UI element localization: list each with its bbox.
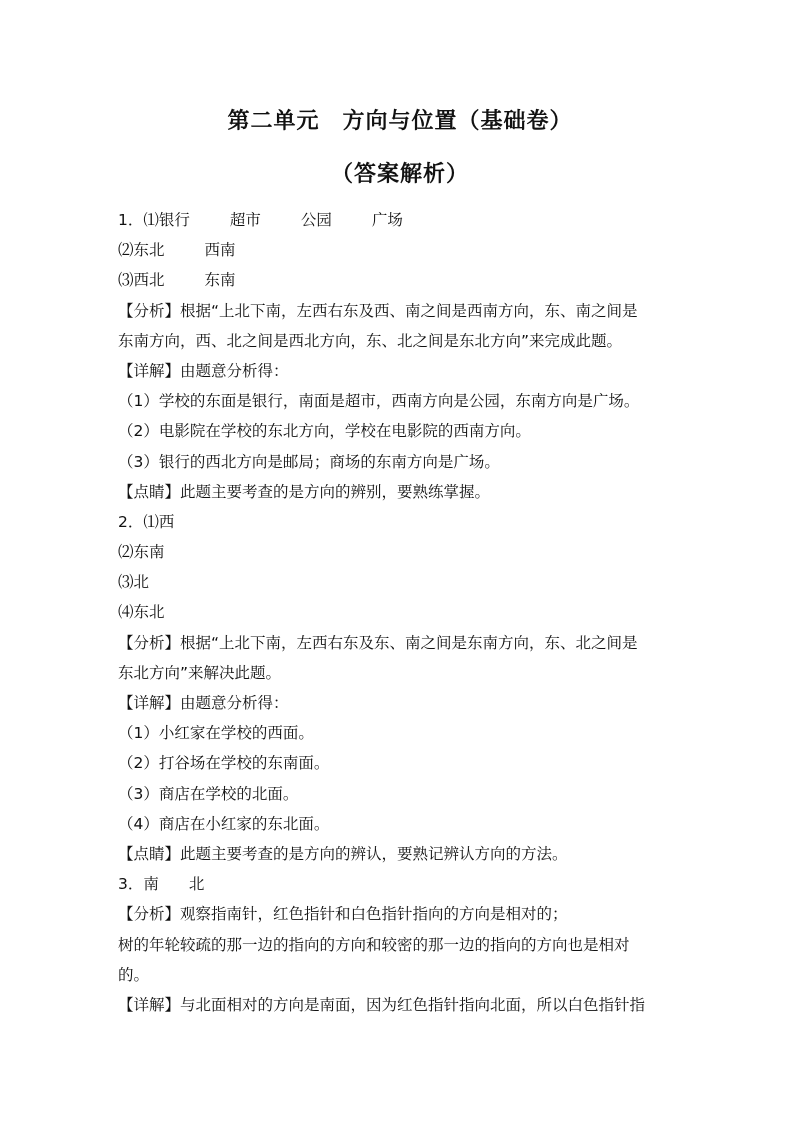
q1-answer-line-3	[118, 265, 688, 295]
page-subtitle: （答案解析）	[330, 162, 469, 187]
page-title: 第二单元 方向与位置（基础卷）	[227, 109, 573, 134]
q1-analysis-line-2: 东南方向，西、北之间是西北方向，东、北之间是东北方向”来完成此题。	[118, 331, 623, 350]
q3-answer-b: 北	[188, 875, 205, 894]
q1-answer-1c: 公园	[300, 211, 332, 229]
q1-analysis-line-1: 【分析】根据“上北下南，左西右东及西、南之间是西南方向，东、南之间是	[118, 301, 638, 320]
q1-answer-line-1	[118, 205, 688, 235]
q3-analysis-line-1: 【分析】观察指南针，红色指针和白色指针指向的方向是相对的；	[118, 905, 568, 924]
q2-analysis-line-1: 【分析】根据“上北下南，左西右东及东、南之间是东南方向，东、北之间是	[118, 633, 638, 652]
q2-detail-1: （1）小红家在学校的西面。	[118, 724, 314, 743]
q1-answer-2b: 西南	[204, 241, 236, 260]
q1-answer-2a: ⑵东北	[118, 241, 165, 260]
q2-detail-heading: 【详解】由题意分析得：	[118, 694, 289, 712]
q1-detail-2: （2）电影院在学校的东北方向，学校在电影院的西南方向。	[118, 422, 531, 441]
q2-answer-1: 2．⑴西	[118, 512, 175, 531]
q1-answer-1b: 超市	[229, 211, 261, 229]
q3-detail-1: 【详解】与北面相对的方向是南面，因为红色指针指向北面，所以白色指针指	[118, 995, 646, 1014]
answer-content	[118, 205, 688, 1020]
q1-answer-line-2	[118, 235, 688, 265]
q1-answer-3b: 东南	[204, 271, 236, 290]
q1-answer-3a: ⑶西北	[118, 271, 165, 290]
q2-detail-2: （2）打谷场在学校的东南面。	[118, 754, 330, 773]
q3-analysis-line-2: 树的年轮较疏的那一边的指向的方向和较密的那一边的指向的方向也是相对	[118, 935, 630, 954]
q2-detail-3: （3）商店在学校的北面。	[118, 784, 299, 803]
q1-detail-3: （3）银行的西北方向是邮局；商场的东南方向是广场。	[118, 452, 500, 471]
q1-comment: 【点睛】此题主要考查的是方向的辨别，要熟练掌握。	[118, 482, 491, 501]
q1-detail-heading: 【详解】由题意分析得：	[118, 361, 289, 380]
q2-analysis-line-2: 东北方向”来解决此题。	[118, 663, 282, 682]
q2-detail-4: （4）商店在小红家的东北面。	[118, 814, 330, 833]
q3-answer-a: 3．南	[118, 875, 159, 894]
q3-analysis-line-3: 的。	[118, 965, 150, 984]
q2-answer-3: ⑶北	[118, 573, 150, 592]
q3-answer-line	[118, 869, 688, 899]
q2-comment: 【点睛】此题主要考查的是方向的辨认，要熟记辨认方向的方法。	[118, 844, 568, 863]
q1-answer-1a: 1．⑴银行	[118, 211, 190, 229]
q1-detail-1: （1）学校的东面是银行，南面是超市，西南方向是公园，东南方向是广场。	[118, 392, 640, 411]
q2-answer-4: ⑷东北	[118, 603, 165, 622]
q2-answer-2: ⑵东南	[118, 543, 165, 562]
q1-answer-1d: 广场	[371, 211, 403, 229]
